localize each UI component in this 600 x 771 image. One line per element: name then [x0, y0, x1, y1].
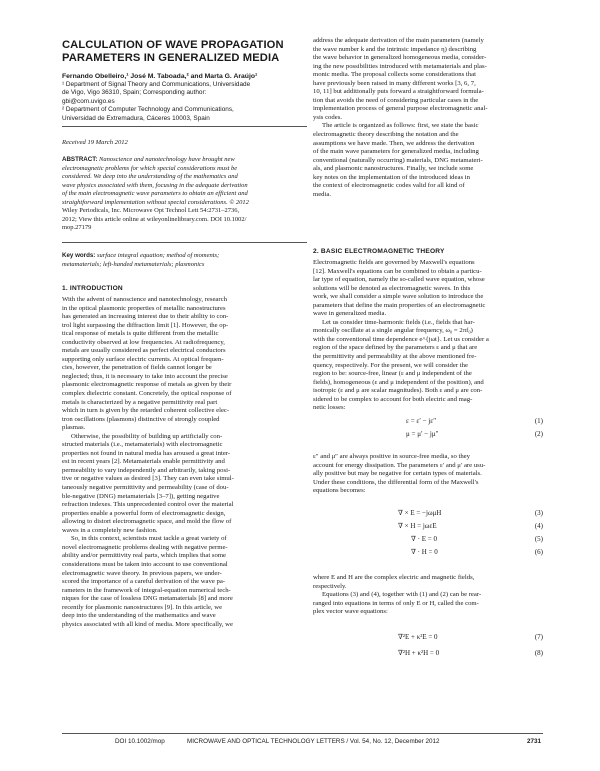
text-line: structed materials (i.e., metamaterials) with electromagnetic [62, 441, 223, 449]
text-line: electromagnetic wave theory. In previous papers, we under- [62, 569, 222, 577]
text-line: 10, 11] but additionally puts forward a straightforward formula- [313, 88, 484, 96]
text-line: metals is characterized by a negative permittivity real part [62, 398, 218, 406]
abstract-line: Nanoscience and nanotechnology have brought new [99, 156, 235, 163]
footer-journal: MICROWAVE AND OPTICAL TECHNOLOGY LETTERS / Vol. 54, No. 12, December 2012 [187, 738, 440, 745]
text-line: lar type of equation, namely the so-called wave equation, whose [313, 276, 485, 284]
text-line: account for energy dissipation. The parameters ε′ and μ′ are usu- [313, 461, 486, 469]
affiliation-line: gbi@com.uvigo.es [62, 97, 115, 105]
text-line: with the conventional time dependence e^{jωt}. Let us consider a [313, 335, 489, 343]
text-line: considerations must be taken into account to use conventional [62, 560, 228, 568]
text-line: quency, respectively. For the present, we will consider the [313, 361, 468, 369]
text-line: plasmas. [62, 424, 86, 432]
text-line: With the advent of nanoscience and nanotechnology, research [62, 296, 227, 303]
abstract-line: Wiley Periodicals, Inc. Microwave Opt Technol Lett 54:2731–2736, [62, 207, 240, 215]
text-line: has generated an increasing interest due to their ability to con- [62, 313, 229, 321]
text-line: have previously been raised in many different works [3, 6, 7, [313, 79, 476, 87]
text-line: supporting only surface electric currents. At optical frequen- [62, 355, 224, 363]
text-line: of the main wave parameters for generalized media, including [313, 148, 479, 156]
text-line: respectively. [313, 582, 347, 590]
equation-number: (5) [534, 535, 543, 543]
text-line: novel electromagnetic problems dealing with negative perme- [62, 543, 228, 551]
text-line: waves in a completely new fashion. [62, 526, 158, 534]
title-line: CALCULATION OF WAVE PROPAGATION [62, 39, 284, 51]
text-line: ability and/or permittivity real parts, which implies that some [62, 552, 226, 560]
text-line: plasmonic electromagnetic response of metals as given by their [62, 381, 232, 389]
abstract-line: considered. We deep into the understanding of the mathematics and [62, 173, 238, 181]
section-2-body [313, 259, 543, 413]
paper-title [62, 39, 284, 64]
text-line: conductivity observed at low frequencies. At radiofrequency, [62, 338, 225, 346]
footer-rule [62, 733, 543, 734]
equation: ε = ε′ − jε″ [406, 417, 437, 425]
text-line: Under these conditions, the differential form of the Maxwell's [313, 478, 479, 486]
text-line: Equations (3) and (4), together with (1) and (2) can be rear- [322, 591, 482, 599]
equation: ∇ · H = 0 [411, 548, 438, 556]
text-line: Electromagnetic fields are governed by Maxwell's equations [313, 259, 475, 266]
text-line: The article is organized as follows: first, we state the basic [322, 122, 479, 130]
text-line: tion that avoids the need of considering particular cases in the [313, 96, 479, 104]
text-line: ysis codes. [313, 113, 342, 121]
text-line: cies, however, the penetration of fields cannot longer be [62, 364, 212, 372]
text-line: deep into the understanding of the mathematics and wave [62, 612, 216, 620]
abstract-line: mop.27179 [62, 224, 92, 232]
text-line: fields), homogeneous (ε and μ independent of the position), and [313, 378, 484, 386]
abstract-label: ABSTRACT: [62, 156, 98, 163]
section-heading: 1. INTRODUCTION [62, 285, 123, 292]
text-line: tron oscillations (plasmons) distinctive of strongly coupled [62, 415, 220, 423]
authors: Fernando Obelleiro,¹ José M. Taboada,² and Marta G. Araújo¹ [62, 73, 258, 80]
text-line: monically oscillate at a single angular frequency, ω₀ = 2πf₀) [313, 327, 473, 335]
text-line: sidered to be complex to account for both electric and mag- [313, 395, 473, 403]
text-line: where E and H are the complex electric and magnetic fields, [313, 574, 475, 581]
equation-number: (7) [534, 633, 543, 641]
text-line: tical response of metals is quite different from the metallic [62, 330, 219, 338]
text-line: ble-negative (DNG) metamaterials [3–7]), getting negative [62, 492, 220, 500]
text-line: plex vector wave equations: [313, 608, 388, 616]
abstract-line: wave physics associated with them, focusing in the adequate derivation [62, 181, 248, 189]
text-line: trol light surpassing the diffraction limit [1]. However, the op- [62, 321, 229, 329]
text-line: electromagnetic theory describing the notation and the [313, 131, 459, 139]
text-line: in the optical plasmonic properties of metallic nanostructures [62, 304, 226, 312]
text-line: wave in generalized media. [313, 310, 387, 318]
text-line: So, in this context, scientists must tackle a great variety of [71, 535, 227, 543]
abstract [62, 156, 307, 233]
text-line: metals are usually considered as perfect electrical conductors [62, 347, 226, 355]
equation-number: (2) [534, 430, 543, 438]
section-1-body [62, 296, 307, 629]
text-line: address the adequate derivation of the main parameters (namely [313, 37, 484, 44]
received-date: Received 19 March 2012 [62, 139, 128, 146]
text-line: region of the space defined by the parameters ε and μ that are [313, 344, 478, 352]
page-footer [115, 738, 541, 745]
text-line: scored the importance of a careful derivation of the wave pa- [62, 578, 226, 586]
text-line: allowing to distort electromagnetic space, and mold the flow of [62, 518, 232, 526]
text-line: work, we shall consider a simple wave solution to introduce the [313, 293, 484, 301]
equation: μ = μ′ − jμ″ [406, 430, 439, 438]
text-line: the permittivity and permeability at the above mentioned fre- [313, 353, 477, 361]
text-line: conventional (naturally occurring) materials, DNG metamateri- [313, 156, 483, 164]
equation-number: (4) [534, 522, 543, 530]
text-line: properties not found in natural media has aroused a great inter- [62, 449, 231, 457]
text-line: [12]. Maxwell's equations can be combined to obtain a particu- [313, 267, 482, 275]
text-line: assumptions we have made. Then, we address the derivation [313, 139, 475, 147]
text-line: the wave number k and the intrinsic impedance η) describing [313, 45, 477, 53]
text-line: region to be: source-free, linear (ε and μ independent of the [313, 370, 472, 378]
paragraph [313, 453, 543, 496]
equation-number: (1) [534, 417, 543, 425]
affiliation-line: ¹ Department of Signal Theory and Communications, Universidade [62, 81, 251, 88]
divider [62, 242, 307, 243]
keywords-label: Key words: [62, 252, 96, 259]
keywords-line: surface integral equation; method of moments; [96, 252, 220, 259]
abstract-line: electromagnetic problems for which special considerations must be [62, 164, 238, 172]
text-line: netic losses: [313, 404, 346, 412]
abstract-line: of the main electromagnetic wave parameters to obtain an efficient and [62, 190, 248, 198]
title-line: PARAMETERS IN GENERALIZED MEDIA [62, 51, 280, 64]
text-line: niques for the case of lossless DNG metamaterials [8] and more [62, 595, 233, 603]
keywords [62, 252, 307, 269]
keywords-line: metamaterials; left-handed metamaterials; plasmonics [62, 260, 205, 268]
footer-doi: DOI 10.1002/mop [115, 738, 165, 745]
affiliation-line: de Vigo, Vigo 36310, Spain; Corresponding author: [62, 89, 207, 97]
text-line: the context of electromagnetic codes valid for all kind of [313, 182, 465, 190]
affiliation-line: Universidad de Extremadura, Cáceres 10003, Spain [62, 114, 210, 122]
text-line: parameters that define the main properties of an electromagnetic [313, 301, 486, 309]
section-heading: 2. BASIC ELECTROMAGNETIC THEORY [313, 248, 445, 255]
equation-number: (3) [534, 509, 543, 517]
text-line: properties enable a powerful form of electromagnetic design, [62, 509, 226, 517]
text-line: monic media. The proposal collects some considerations that [313, 71, 476, 79]
equation: ∇²H + κ²H = 0 [398, 649, 440, 657]
affiliation-line: ² Department of Computer Technology and Communications, [62, 106, 234, 114]
abstract-line: straightforward implementation without special considerations. © 2012 [62, 198, 249, 206]
text-line: solutions will be denoted as electromagnetic waves. In this [313, 284, 471, 292]
text-line: physics associated with all kind of media. More specifically, we [62, 620, 233, 628]
text-line: rameters in the framework of integral-equation numerical tech- [62, 586, 231, 594]
text-line: est in recent years [2]. Metamaterials enable permittivity and [62, 458, 225, 466]
text-line: refraction indexes. This unprecedented control over the material [62, 501, 234, 509]
intro-continued [313, 37, 543, 199]
text-line: neglected; thus, it is necessary to take into account the precise [62, 372, 228, 380]
equation: ∇ · E = 0 [411, 535, 437, 543]
equation: ∇²E + κ²E = 0 [398, 633, 438, 641]
equation: ∇ × E = −jωμH [398, 509, 442, 517]
text-line: which in turn is given by the retarded coherent collective elec- [62, 407, 230, 415]
text-line: complex dielectric constant. Concretely, the optical response of [62, 390, 232, 398]
text-line: Let us consider time-harmonic fields (i.e., fields that har- [322, 318, 475, 326]
paragraph [313, 574, 543, 617]
text-line: equations becomes: [313, 487, 366, 495]
text-line: key notes on the implementation of the introduced ideas in [313, 173, 470, 181]
divider [62, 126, 307, 127]
text-line: als, and plasmonic nanostructures. Finally, we include some [313, 165, 474, 173]
abstract-line: 2012; View this article online at wileyonlinelibrary.com. DOI 10.1002/ [62, 215, 247, 223]
text-line: recently for plasmonic nanostructures [9]. In this article, we [62, 603, 223, 611]
affiliations [62, 81, 250, 123]
text-line: Otherwise, the possibility of building up artificially con- [71, 432, 223, 440]
text-line: ing the new possibilities introduced with metamaterials and plas- [313, 62, 487, 70]
footer-page-number: 2731 [526, 738, 541, 745]
text-line: media. [313, 190, 332, 198]
equation: ∇ × H = jωεE [398, 522, 437, 530]
text-line: isotropic (ε and μ are scalar magnitudes). Both ε and μ are con- [313, 387, 483, 395]
equation-number: (6) [534, 548, 543, 556]
text-line: ranged into equations in terms of only E or H, called the com- [313, 599, 479, 607]
text-line: permeability to vary independently and arbitrarily, taking posi- [62, 466, 231, 474]
text-line: implementation process of general purpose electromagnetic anal- [313, 105, 488, 113]
text-line: ally positive but may be negative for certain types of materials. [313, 470, 482, 478]
text-line: the wave behavior in generalized homogeneous media, consider- [313, 54, 487, 62]
text-line: taneously negative permittivity and permeability (case of dou- [62, 484, 229, 492]
equation-number: (8) [534, 649, 543, 657]
text-line: ε″ and μ″ are always positive in source-free media, so they [313, 453, 470, 460]
text-line: tive or negative values as desired [3]. They can even take simul- [62, 475, 234, 483]
